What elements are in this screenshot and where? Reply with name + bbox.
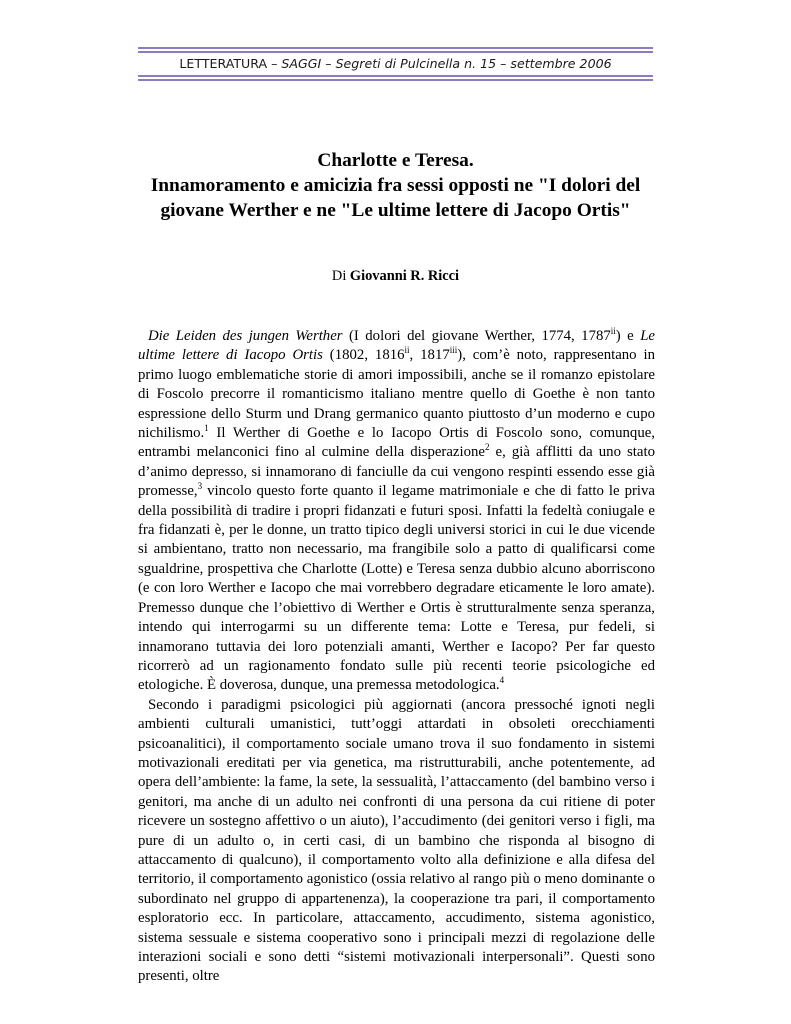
author-name: Giovanni R. Ricci [349,268,460,284]
header-rule-bottom-inner [138,75,653,77]
text-run: e, già afflitti da uno stato d’animo depresso, si innamorano di fanciulle da cui vengono respinti essendo esse già promesse, [138,444,655,500]
text-run: , 1817 [409,347,450,364]
endnote-ref: iii [449,345,458,356]
paragraph: Secondo i paradigmi psicologici più aggiornati (ancora pressoché ignoti negli ambienti culturali umanistici, tutt’oggi attardati in obsoleti orecchiamenti psicoanalitici), il comportamento sociale umano trova il suo fondamento in sistemi motivazionali ereditati per via genetica, ma ristrutturabili, anche potentemente, ad opera dell’ambiente: la fame, la sete, la sessualità, l’attaccamento (del bambino verso i genitori, ma anche di un adulto nei confronti di una persona da cui ritiene di poter ricevere un sostegno affettivo o un aiuto), l’accudimento (dei genitori verso i figli, ma pure di un adulto o, in certi casi, di un bambino che risponda al bisogno di attaccamento di qualcuno), il comportamento volto alla definizione e alla difesa del territorio, il comportamento agonistico (ossia relativo al rango più o meno dominante o subordinato nel gruppo di appartenenza), la cooperazione tra pari, il comportamento esploratorio ecc. In particolare, attaccamento, accudimento, sistema agonistico, sistema sessuale e sistema cooperativo sono i principali mezzi di regolazione delle interazioni sociali e sono detti “sistemi motivazionali interpersonali”. Questi sono presenti, oltre [138,696,655,985]
text-run: (1802, 1816 [322,347,405,364]
title-line-3: giovane Werther e ne "Le ultime lettere di Jacopo Ortis" [160,200,631,221]
header-text [138,56,653,71]
text-run: Il Werther di Goethe e lo Iacopo Ortis di Foscolo sono, comunque, entrambi melanconici fino al culmine della disperazione [138,425,655,461]
running-header [138,47,653,83]
byline-prefix: Di [331,268,350,284]
footnote-ref: 1 [204,423,209,434]
endnote-ref: ii [610,326,616,336]
title-line-1: Charlotte e Teresa. [317,150,474,171]
article-title [110,148,681,223]
footnote-ref: 2 [484,442,490,453]
text-run: ) e [615,328,641,344]
text-run: ), com’è noto, rappresentano in primo luogo emblematiche storie di amori impossibili, anche se il romanzo epistolare di Foscolo precorre il romanticismo italiano mentre quello di Goethe è non tanto espressione dello Sturm und Drang germanico quanto piuttosto d’un moderno e cupo nichilismo. [138,347,655,442]
work-title: Die Leiden des jungen Werther [148,328,343,344]
header-rule-bottom [138,79,653,81]
paragraph [138,327,655,696]
text-run: vincolo questo forte quanto il legame matrimoniale e che di fatto le priva della possibilità di tradire i propri fidanzati e futuri sposi. Infatti la fedeltà coniugale e fra fidanzati è, per le donne, un tratto tipico degli universi storici in cui le due vicende si ambientano, tratto non necessario, ma frangibile solo a patto di qualificarsi come sgualdrine, prospettiva che Charlotte (Lotte) e Teresa senza dubbio alcuno aborriscono (e con loro Werther e Iacopo che mai vorrebbero degradare eticamente le loro amate). Premesso dunque che l’obiettivo di Werther e Ortis è strutturalmente senza speranza, intendo qui interrogarmi su un differente tema: Lotte e Teresa, pur fedeli, si innamorano tuttavia dei loro potenziali amanti, Werther e Iacopo? Per far questo ricorrerò ad un ragionamento fondato sulle più recenti teorie psicologiche ed etologiche. È doverosa, dunque, una premessa metodologica. [138,483,655,694]
header-rule-top [138,47,653,49]
title-line-2: Innamoramento e amicizia fra sessi opposti ne "I dolori del [150,175,641,196]
article-body [138,327,655,987]
endnote-ref: ii [404,345,410,356]
header-rule-top-inner [138,51,653,53]
byline [110,268,681,285]
header-section: LETTERATURA – [179,56,282,71]
footnote-ref: 4 [499,675,505,686]
text-run: (I dolori del giovane Werther, 1774, 1787 [342,328,611,344]
footnote-ref: 3 [197,481,203,492]
header-journal: SAGGI – Segreti di Pulcinella n. 15 – settembre 2006 [281,56,612,71]
work-title: Le ultime lettere di Iacopo Ortis [138,328,655,364]
